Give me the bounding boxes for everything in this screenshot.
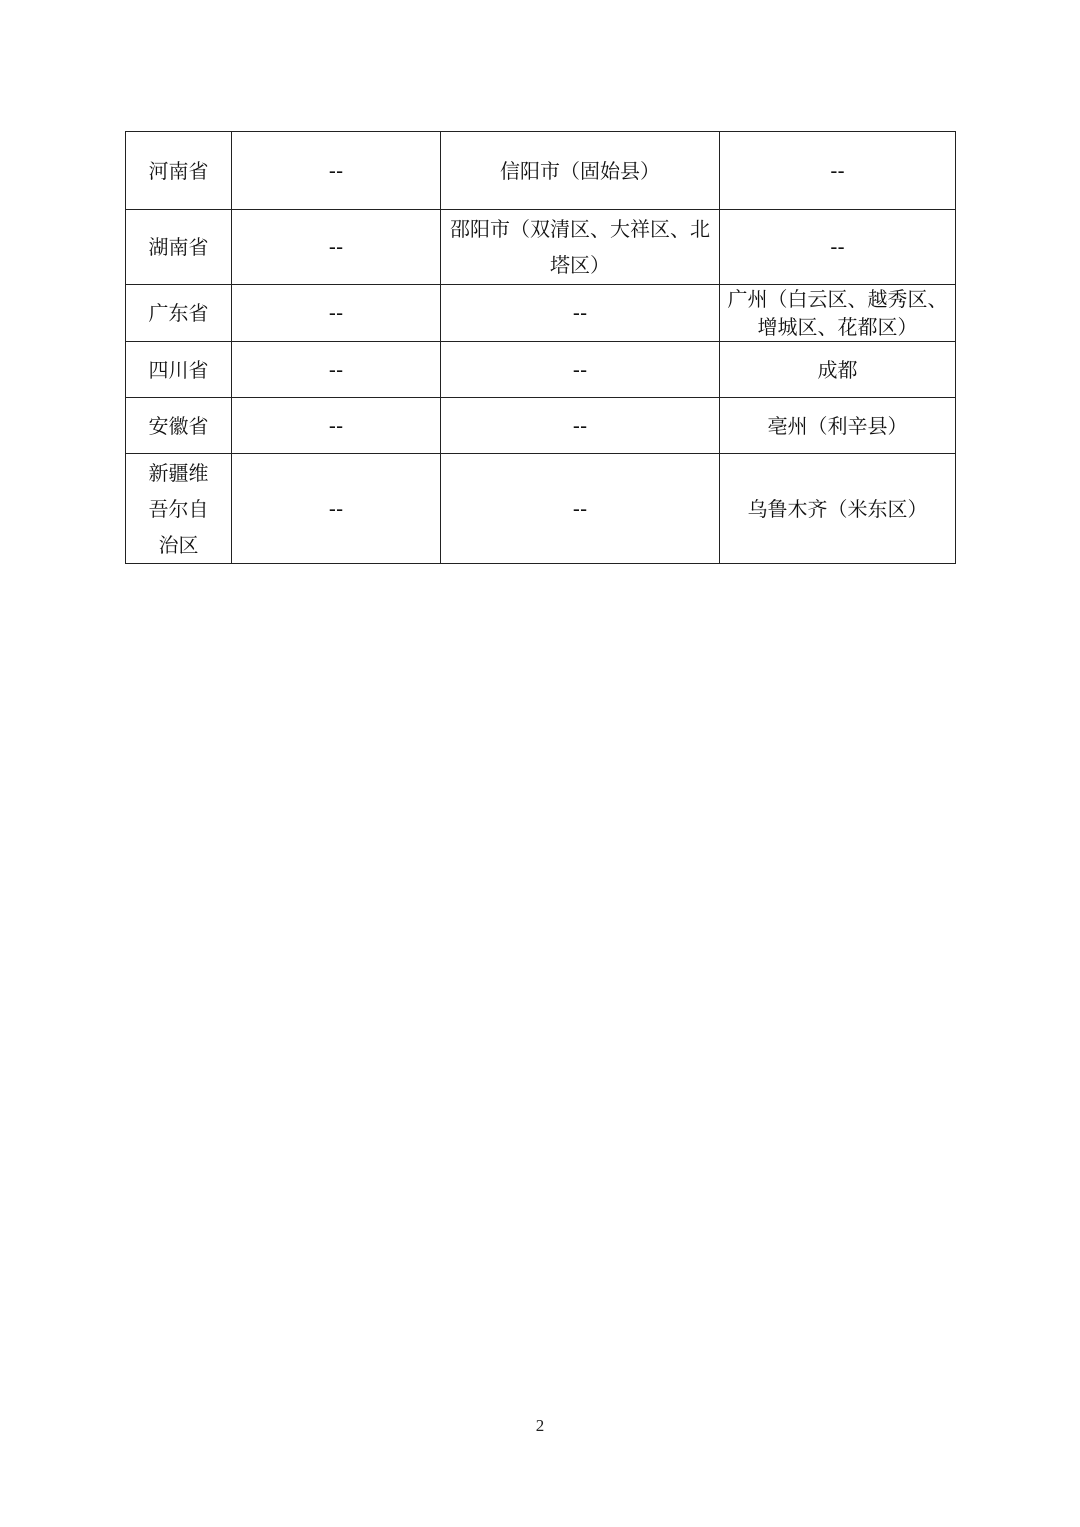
table-row (126, 132, 956, 210)
table-cell: -- (232, 342, 441, 398)
table-cell: 广州（白云区、越秀区、增城区、花都区） (720, 285, 956, 342)
province-cell: 四川省 (126, 342, 232, 398)
page-number: 2 (535, 1416, 545, 1435)
table-cell: -- (720, 132, 956, 210)
table-cell: -- (232, 285, 441, 342)
table-cell: -- (720, 210, 956, 285)
table-row (126, 285, 956, 342)
table-cell: -- (441, 342, 720, 398)
table-row (126, 454, 956, 564)
table-cell: -- (232, 210, 441, 285)
table-cell: -- (441, 285, 720, 342)
table-row (126, 210, 956, 285)
table-cell: -- (232, 398, 441, 454)
table-cell: -- (441, 398, 720, 454)
province-cell: 河南省 (126, 132, 232, 210)
province-cell: 新疆维吾尔自治区 (126, 454, 232, 564)
province-cell: 湖南省 (126, 210, 232, 285)
region-table (125, 131, 956, 564)
table-cell: 信阳市（固始县） (441, 132, 720, 210)
province-cell: 安徽省 (126, 398, 232, 454)
table-cell: -- (232, 454, 441, 564)
table-row (126, 342, 956, 398)
table-cell: -- (441, 454, 720, 564)
table-cell: -- (232, 132, 441, 210)
table-cell: 乌鲁木齐（米东区） (720, 454, 956, 564)
table-cell: 成都 (720, 342, 956, 398)
province-cell: 广东省 (126, 285, 232, 342)
table-cell: 亳州（利辛县） (720, 398, 956, 454)
table-row (126, 398, 956, 454)
table-cell: 邵阳市（双清区、大祥区、北塔区） (441, 210, 720, 285)
